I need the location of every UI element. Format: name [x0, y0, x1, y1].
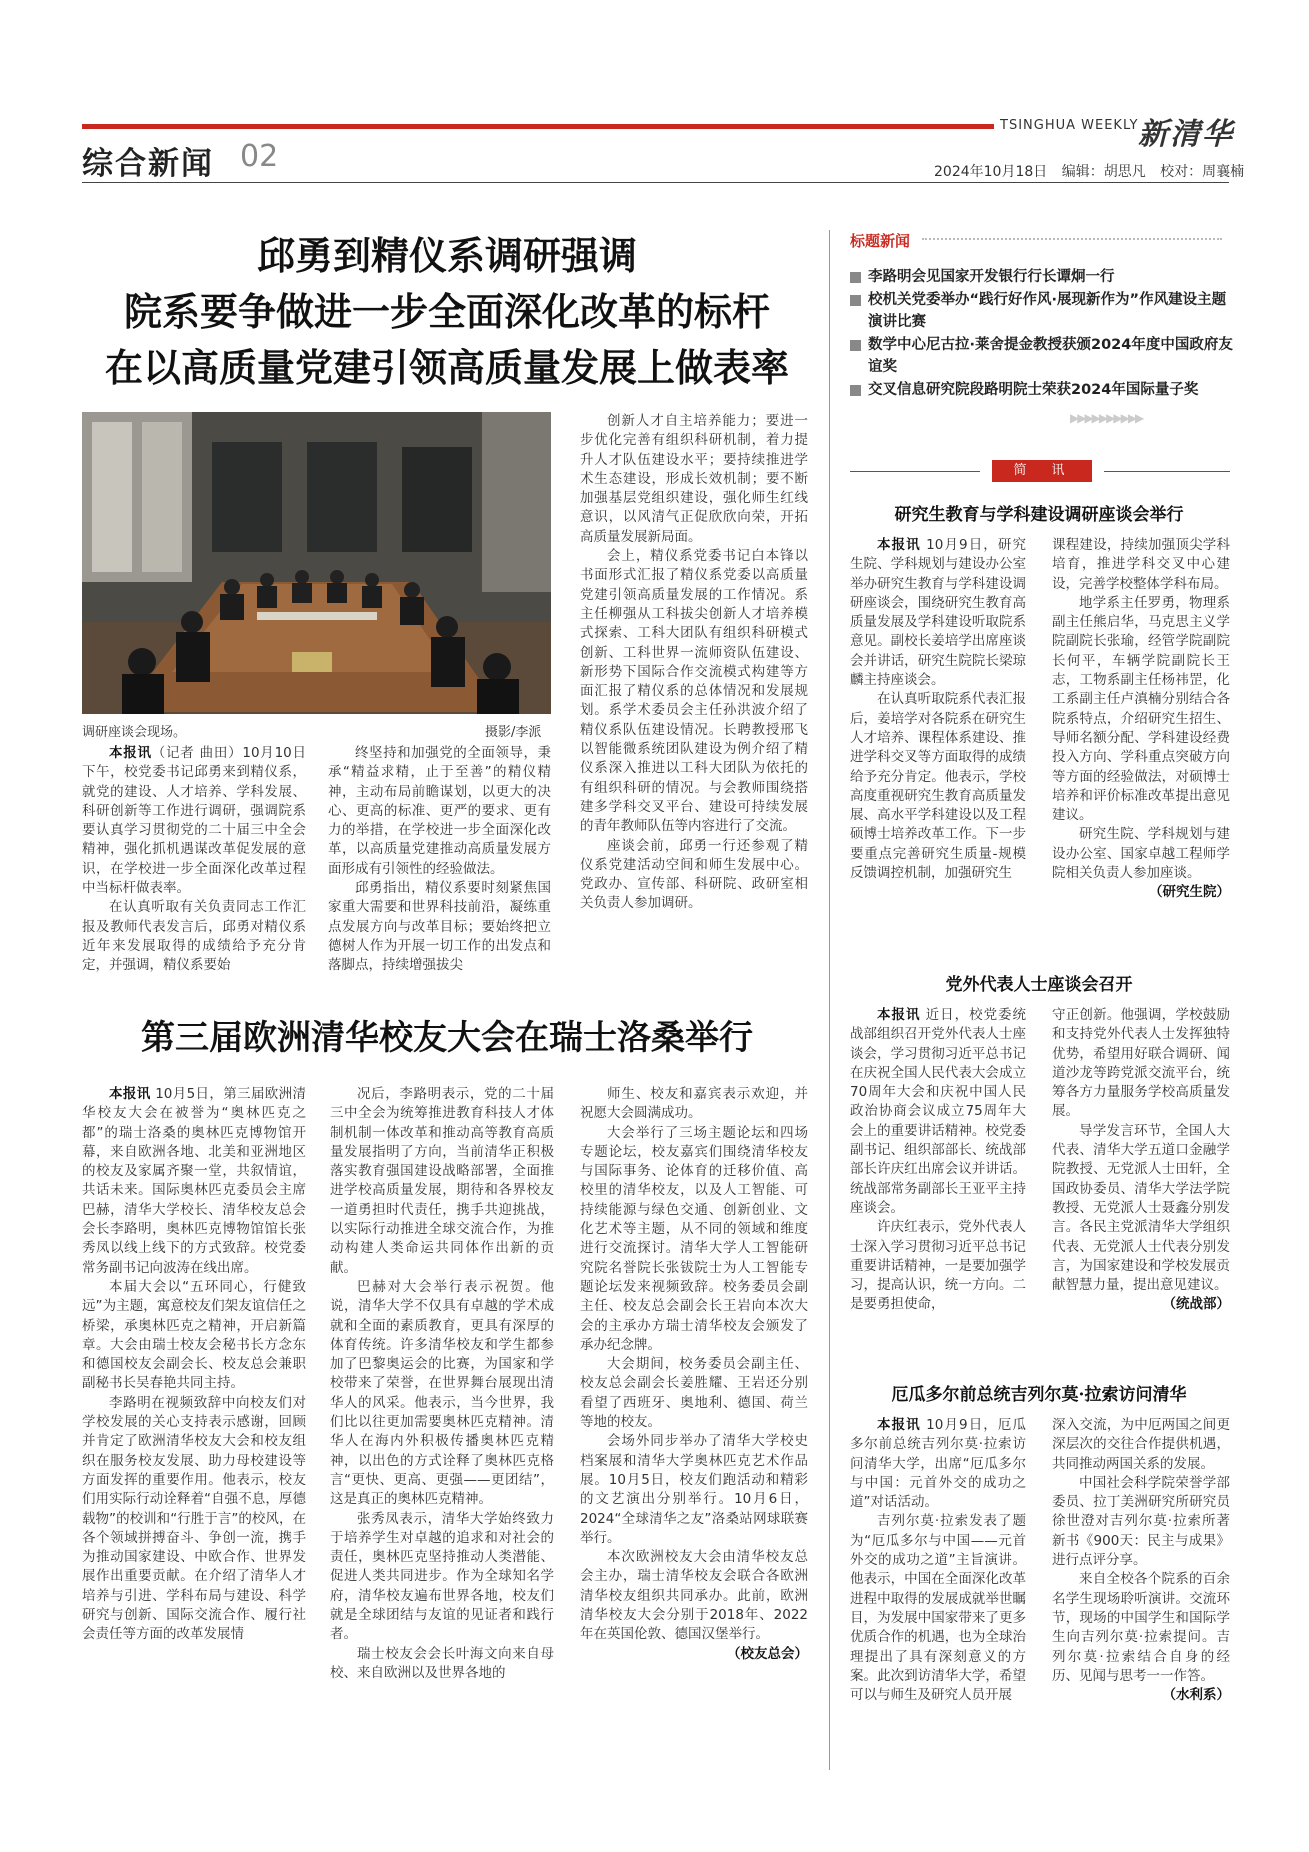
europe-col-1: 本报讯 10月5日，第三届欧洲清华校友大会在被誉为“奥林匹克之都”的瑞士洛桑的奥林匹克博物馆开幕，来自欧洲各地、北美和亚洲地区的校友及家属齐聚一堂，共叙情谊，共话未来。国际奥林匹克委员会主席巴赫，清华大学校长、清华校友总会会长李路明，奥林匹克博物馆馆长张秀凤以线上线下的方式致辞。校党委常务副书记向波涛在线出席。 本届大会以“五环同心，行健致远”为主题，寓意校友们架友谊信任之桥梁，承奥林匹克之精神，开启新篇章。大会由瑞士校友会秘书长方念东和德国校友会副会长、校友总会兼职副秘书长吴春艳共同主持。 李路明在视频致辞中向校友们对学校发展的关心支持表示感谢，回顾并肯定了欧洲清华校友大会和校友组织在服务校友发展、助力母校建设等方面发挥的重要作用。他表示，校友们用实际行动诠释着“自强不息，厚德载物”的校训和“行胜于言”的校风，在各个领域拼搏奋斗、争创一流，携手为推动国家建设、中欧合作、世界发展作出重要贡献。在介绍了清华人才培养与引进、学科布局与建设、科学研究与创新、国际交流合作、履行社会责任等方面的改革发展情: [82, 1086, 306, 1643]
lead-col-3: 创新人才自主培养能力；要进一步优化完善有组织科研机制，着力提升人才队伍建设水平；要持续推进学术生态建设，形成长效机制；要不断加强基层党组织建设，强化师生红线意识，以风清气正促欣欣向荣，开拓高质量发展新局面。 会上，精仪系党委书记白本锋以书面形式汇报了精仪系党委以高质量党建引领高质量发展的工作情况。系主任柳强从工科拔尖创新人才培养模式探索、工科大团队有组织科研模式创新、工科世界一流师资队伍建设、新形势下国际合作交流模式构建等方面汇报了精仪系的总体情况和发展规划。系学术委员会主任孙洪波介绍了精仪系队伍建设情况。长聘教授邢飞以智能微系统团队建设为例介绍了精仪系深入推进以工科大团队为依托的有组织科研的情况。与会教师围绕搭建多学科交叉平台、建设可持续发展的青年教师队伍等内容进行了交流。 座谈会前，邱勇一行还参观了精仪系党建活动空间和师生发展中心。党政办、宣传部、科研院、政研室相关负责人参加调研。: [580, 413, 808, 912]
brief-2-col-1: 本报讯 近日，校党委统战部组织召开党外代表人士座谈会，学习贯彻习近平总书记在庆祝全国人民代表大会成立70周年大会和庆祝中国人民政治协商会议成立75周年大会上的重要讲话精神。校党委副书记、组织部部长、统战部部长许庆红出席会议并讲话。统战部常务副部长王亚平主持座谈会。 许庆红表示，党外代表人士深入学习贯彻习近平总书记重要讲话精神，一是要加强学习，提高认识，统一方向。二是要勇担使命，: [850, 1007, 1026, 1313]
brief-1-col-2: 课程建设，持续加强顶尖学科培育，推进学科交叉中心建设，完善学校整体学科布局。 地学系主任罗勇，物理系副主任熊启华，马克思主义学院副院长张瑜，经管学院副院长何平，车辆学院副院长王志，工物系副主任杨祎罡，化工系副主任卢滇楠分别结合各院系特点，介绍研究生招生、导师名额分配、学科建设经费投入方向、学科重点突破方向等方面的经验做法，对硕博士培养和评价标准改革提出意见建议。 研究生院、学科规划与建设办公室、国家卓越工程师学院相关负责人参加座谈。 （研究生院）: [1052, 536, 1230, 946]
issue-meta: [934, 161, 1254, 181]
dateline: 本报讯: [109, 1086, 151, 1102]
brief-1-signature: （研究生院）: [1149, 884, 1230, 901]
brief-2-col-2: 守正创新。他强调，学校鼓励和支持党外代表人士发挥独特优势，希望用好联合调研、闻道沙龙等跨党派交流平台，统筹各方力量服务学校高质量发展。 导学发言环节，全国人大代表、清华大学五道口金融学院教授、无党派人士田轩，全国政协委员、清华大学法学院教授、无党派人士聂鑫分别发言。各民主党派清华大学组织代表、无党派人士代表分别发言，为国家建设和学校发展贡献智慧力量，提出意见建议。 （统战部）: [1052, 1006, 1230, 1356]
headline-item[interactable]: 李路明会见国家开发银行行长谭炯一行: [850, 266, 1240, 288]
dateline: 本报讯: [109, 745, 152, 761]
lead-headline-line-2: 院系要争做进一步全面深化改革的标杆: [123, 289, 770, 334]
headline-item[interactable]: 数学中心尼古拉·莱舍提金教授获颁2024年度中国政府友谊奖: [850, 334, 1240, 378]
issue-date: 2024年10月18日: [934, 164, 1048, 180]
brief-tag-line-right: [1104, 471, 1230, 472]
brief-3-signature: （水利系）: [1162, 1687, 1230, 1704]
headline-item[interactable]: 交叉信息研究院段路明院士荣获2024年国际量子奖: [850, 379, 1240, 401]
lead-headline-line-1: 邱勇到精仪系调研强调: [256, 233, 637, 278]
brief-3-col-1: 本报讯 10月9日，厄瓜多尔前总统吉列尔莫·拉索访问清华大学，出席“厄瓜多尔与中国：元首外交的成功之道”对话活动。 吉列尔莫·拉索发表了题为“厄瓜多尔与中国——元首外交的成功之道”主旨演讲。他表示，中国在全面深化改革进程中取得的发展成就举世瞩目，为发展中国家带来了更多优质合作的机遇，也为全球治理提出了具有深刻意义的方案。此次到访清华大学，希望可以与师生及研究人员开展: [850, 1417, 1026, 1704]
brief-1-title: 研究生教育与学科建设调研座谈会举行: [894, 505, 1184, 525]
brief-3-title: 厄瓜多尔前总统吉列尔莫·拉索访问清华: [891, 1385, 1187, 1405]
column-divider: [829, 230, 830, 1770]
meeting-photo: [82, 412, 551, 714]
brief-2-signature: （统战部）: [1162, 1296, 1230, 1313]
lead-headline: [82, 228, 812, 396]
brief-tag-line-left: [850, 471, 980, 472]
lead-col-1: 本报讯（记者 曲田）10月10日下午，校党委书记邱勇来到精仪系，就党的建设、人才培养、学科发展、科研创新等工作进行调研，强调院系要认真学习贯彻党的二十届三中全会精神，强化抓机遇谋改革促发展的意识，在学校进一步全面深化改革过程中当标杆做表率。 在认真听取有关负责同志工作汇报及教师代表发言后，邱勇对精仪系近年来发展取得的成绩给予充分肯定，并强调，精仪系要始: [82, 745, 306, 974]
brief-1-col-1: 本报讯 10月9日，研究生院、学科规划与建设办公室举办研究生教育与学科建设调研座谈会，围绕研究生教育高质量发展及学科建设听取院系意见。副校长姜培学出席座谈会并讲话，研究生院院长梁琼麟主持座谈会。 在认真听取院系代表汇报后，姜培学对各院系在研究生人才培养、课程体系建设、推进学科交叉等方面取得的成绩给予充分肯定。他表示，学校高度重视研究生教育高质量发展、高水平学科建设以及工程硕博士培养改革工作。下一步要重点完善研究生质量-规模反馈调控机制，加强研究生: [850, 537, 1026, 882]
europe-signature: （校友总会）: [727, 1645, 808, 1662]
headline-item[interactable]: 校机关党委举办“践行好作风·展现新作为”作风建设主题演讲比赛: [850, 289, 1240, 333]
editor: 编辑：胡思凡: [1061, 164, 1146, 180]
proofreader: 校对：周襄楠: [1160, 164, 1245, 180]
headlines-dotted-rule: [922, 238, 1222, 240]
masthead-rule: [82, 182, 1229, 183]
europe-col-3: 师生、校友和嘉宾表示欢迎，并祝愿大会圆满成功。 大会举行了三场主题论坛和四场专题论坛，校友嘉宾们围绕清华校友与国际事务、论体育的迁移价值、高校里的清华校友，以及人工智能、可持续能源与绿色交通、创新创业、文化艺术等主题，从不同的领域和维度进行交流探讨。清华大学人工智能研究院名誉院长张钹院士为人工智能专题论坛发来视频致辞。校务委员会副主任、校友总会副会长王岩向本次大会的主承办方瑞士清华校友会颁发了承办纪念牌。 大会期间，校务委员会副主任、校友总会副会长姜胜耀、王岩还分别看望了西班牙、奥地利、德国、荷兰等地的校友。 会场外同步举办了清华大学校史档案展和清华大学奥林匹克艺术作品展。10月5日，校友们跑活动和精彩的文艺演出分别举行。10月6日，2024“全球清华之友”洛桑站网球联赛举行。 本次欧洲校友大会由清华校友总会主办，瑞士清华校友会联合各欧洲清华校友组织共同承办。此前，欧洲清华校友大会分别于2018年、2022年在英国伦敦、德国汉堡举行。 （校友总会）: [580, 1085, 808, 1735]
photo-credit: 摄影/李派: [485, 725, 542, 740]
brief-2-title: 党外代表人士座谈会召开: [945, 975, 1133, 995]
europe-headline: 第三届欧洲清华校友大会在瑞士洛桑举行: [141, 1018, 753, 1058]
page-number: 02: [240, 139, 279, 174]
meeting-photo-image: [82, 412, 551, 714]
briefs-tag: 简 讯: [992, 460, 1092, 482]
lead-headline-line-3: 在以高质量党建引领高质量发展上做表率: [104, 345, 789, 390]
photo-caption: 调研座谈会现场。: [82, 725, 187, 740]
europe-col-2: 况后，李路明表示，党的二十届三中全会为统筹推进教育科技人才体制机制一体改革和推动高等教育高质量发展指明了方向，当前清华正积极落实教育强国建设战略部署，全面推进学校高质量发展，期待和各界校友一道勇担时代责任，携手共迎挑战，以实际行动推进全球交流合作，为推动构建人类命运共同体作出新的贡献。 巴赫对大会举行表示祝贺。他说，清华大学不仅具有卓越的学术成就和全面的素质教育，更具有深厚的体育传统。许多清华校友和学生都参加了巴黎奥运会的比赛，为国家和学校带来了荣誉，在世界舞台展现出清华人的风采。他表示，当今世界，我们比以往更加需要奥林匹克精神。清华人在海内外积极传播奥林匹克精神，以出色的方式诠释了奥林匹克格言“更快、更高、更强——更团结”，这是真正的奥林匹克精神。 张秀凤表示，清华大学始终致力于培养学生对卓越的追求和对社会的责任，奥林匹克坚持推动人类潜能、促进人类共同进步。作为全球知名学府，清华校友遍布世界各地，校友们就是全球团结与友谊的见证者和践行者。 瑞士校友会会长叶海文向来自母校、来自欧洲以及世界各地的: [330, 1086, 554, 1681]
newspaper-logo: 新清华: [1138, 117, 1234, 152]
weekly-en-title: TSINGHUA WEEKLY: [1000, 118, 1139, 133]
chevron-right-icon: ▶▶▶▶▶▶▶▶▶▶: [1070, 411, 1143, 425]
section-title: 综合新闻: [82, 146, 214, 182]
lead-col-2: 终坚持和加强党的全面领导，秉承“精益求精，止于至善”的精仪精神，主动布局前瞻谋划，以更大的决心、更高的标准、更严的要求、更有力的举措，在学校进一步全面深化改革，以高质量党建推动高质量发展方面形成有引领性的经验做法。 邱勇指出，精仪系要时刻紧焦国家重大需要和世界科技前沿，凝练重点发展方向与改革目标；要始终把立德树人作为开展一切工作的出发点和落脚点，持续增强拔尖: [328, 745, 551, 974]
headlines-list: [850, 266, 1240, 402]
masthead-red-line: [82, 124, 994, 129]
brief-3-col-2: 深入交流，为中厄两国之间更深层次的交往合作提供机遇，共同推动两国关系的发展。 中国社会科学院荣誉学部委员、拉丁美洲研究所研究员徐世澄对吉列尔莫·拉索所著新书《900天：民主与成果》进行点评分享。 来自全校各个院系的百余名学生现场聆听演讲。交流环节，现场的中国学生和国际学生向吉列尔莫·拉索提问。吉列尔莫·拉索结合自身的经历、见闻与思考一一作答。 （水利系）: [1052, 1416, 1230, 1756]
headlines-label: 标题新闻: [850, 232, 911, 250]
